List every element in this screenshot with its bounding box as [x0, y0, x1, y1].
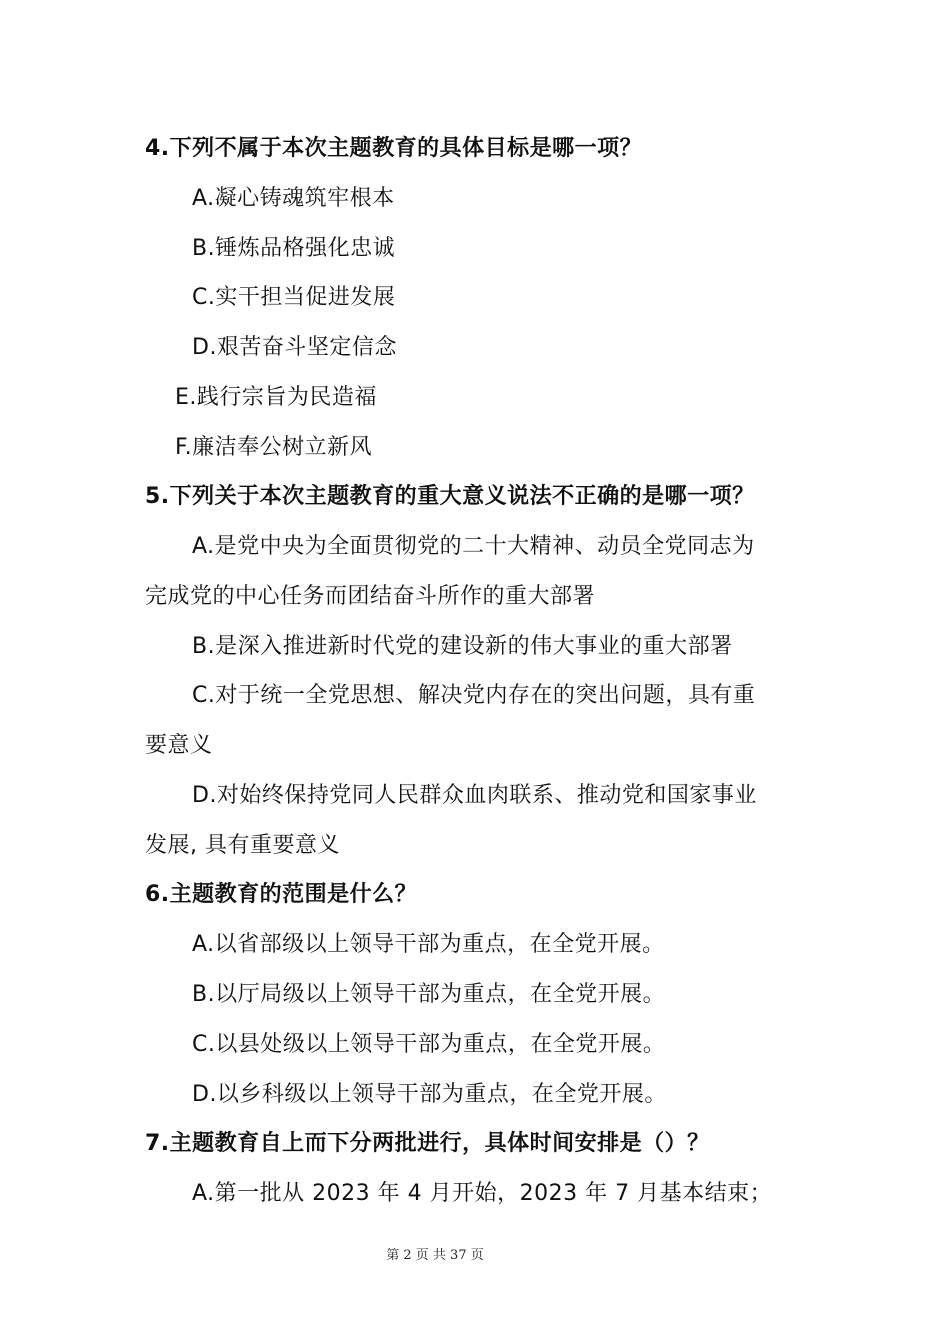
question-5-option-b: B.是深入推进新时代党的建设新的伟大事业的重大部署 — [192, 634, 733, 659]
question-5-option-d-line2: 发展, 具有重要意义 — [145, 833, 340, 858]
question-7-option-a: A.第一批从 2023 年 4 月开始，2023 年 7 月基本结束； — [192, 1181, 773, 1206]
question-4-option-d: D.艰苦奋斗坚定信念 — [192, 335, 397, 360]
question-6-title: 6.主题教育的范围是什么？ — [145, 882, 418, 907]
question-5-option-c-line1: C.对于统一全党思想、解决党内存在的突出问题，具有重 — [192, 683, 756, 708]
question-4-title: 4.下列不属于本次主题教育的具体目标是哪一项？ — [145, 136, 643, 161]
question-5-option-d-line1: D.对始终保持党同人民群众血肉联系、推动党和国家事业 — [192, 783, 757, 808]
question-4-option-f: F.廉洁奉公树立新风 — [175, 435, 373, 460]
question-4-option-a: A.凝心铸魂筑牢根本 — [192, 186, 395, 211]
question-6-option-d: D.以乡科级以上领导干部为重点，在全党开展。 — [192, 1082, 667, 1107]
question-6-option-b: B.以厅局级以上领导干部为重点，在全党开展。 — [192, 982, 666, 1007]
question-6-option-a: A.以省部级以上领导干部为重点，在全党开展。 — [192, 932, 665, 957]
question-5-option-a-line2: 完成党的中心任务而团结奋斗所作的重大部署 — [145, 584, 596, 609]
question-5-option-c-line2: 要意义 — [145, 733, 213, 758]
page-number-footer: 第 2 页 共 37 页 — [386, 1248, 484, 1263]
question-6-option-c: C.以县处级以上领导干部为重点，在全党开展。 — [192, 1032, 666, 1057]
question-4-option-e: E.践行宗旨为民造福 — [175, 385, 377, 410]
question-5-title: 5.下列关于本次主题教育的重大意义说法不正确的是哪一项？ — [145, 484, 755, 509]
question-4-option-b: B.锤炼品格强化忠诚 — [192, 236, 396, 261]
question-5-option-a-line1: A.是党中央为全面贯彻党的二十大精神、动员全党同志为 — [192, 534, 755, 559]
question-4-option-c: C.实干担当促进发展 — [192, 285, 396, 310]
question-7-title: 7.主题教育自上而下分两批进行，具体时间安排是（）？ — [145, 1131, 710, 1156]
